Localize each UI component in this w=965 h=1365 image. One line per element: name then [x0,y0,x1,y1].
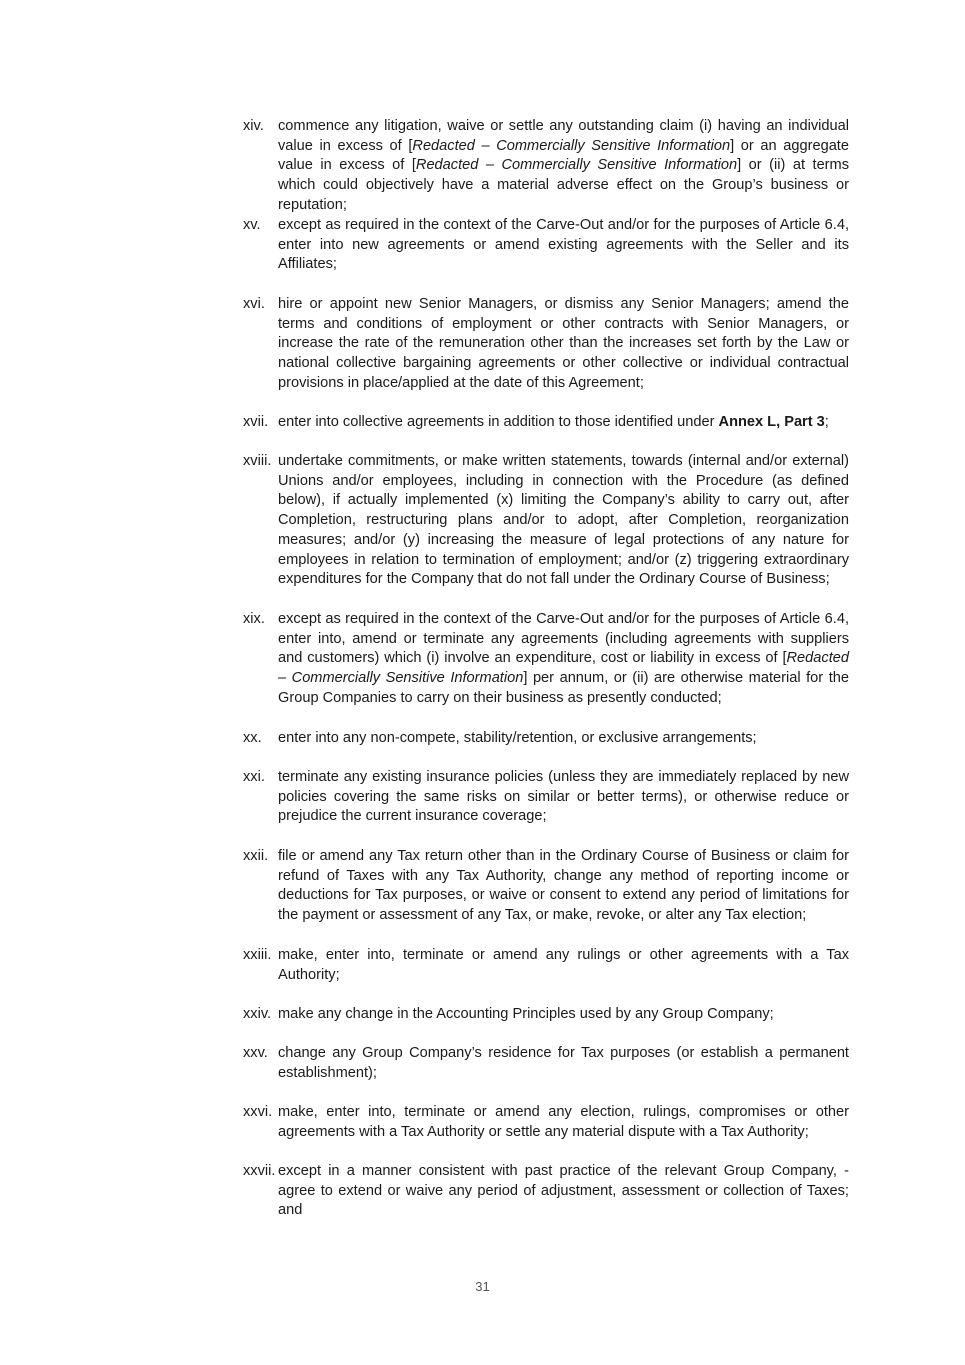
item-number: xxii. [243,848,269,864]
item-text [278,117,849,216]
list-item [243,452,849,590]
item-number: xiv. [243,118,264,134]
list-item [243,216,849,275]
item-text [278,1044,849,1083]
text-run: make, enter into, terminate or amend any election, rulings, compromises or other agreements with a Tax Authority or settle any material dispute with a Tax Authority; [278,1104,849,1140]
item-text [278,216,849,275]
item-number: xxv. [243,1045,268,1061]
item-text [278,729,849,749]
list-item [243,1005,849,1025]
text-run: change any Group Company’s residence for Tax purposes (or establish a permanent establishment); [278,1045,849,1081]
item-number: xvi. [243,296,265,312]
text-run: ] per annum, or (ii) are otherwise material for the Group Companies to carry on their business as presently conducted; [278,670,849,706]
text-run: terminate any existing insurance policies (unless they are immediately replaced by new policies covering the same risks on similar or better terms), or otherwise reduce or prejudice the current insurance coverage; [278,769,849,825]
item-text [278,452,849,590]
text-run: except in a manner consistent with past practice of the relevant Group Company, - agree to extend or waive any period of adjustment, assessment or collection of Taxes; and [278,1163,849,1219]
item-text [278,768,849,827]
item-number: xx. [243,730,262,746]
item-number: xxi. [243,769,265,785]
item-number: xix. [243,611,265,627]
item-text [278,946,849,985]
list-item [243,768,849,827]
italic-text: Redacted – Commercially Sensitive Information [412,137,731,154]
text-run: ] or (ii) at terms which could objectively have a material adverse effect on the Group’s business or reputation; [278,157,849,213]
item-number: xxvii. [243,1163,276,1179]
item-number: xxiv. [243,1006,272,1022]
list-item [243,295,849,394]
text-run: file or amend any Tax return other than in the Ordinary Course of Business or claim for refund of Taxes with any Tax Authority, change any method of reporting income or deductions for Tax purposes, or waive or consent to extend any period of limitations for the payment or assessment of any Tax, or make, revoke, or alter any Tax election; [278,848,849,924]
text-run: make, enter into, terminate or amend any rulings or other agreements with a Tax Authority; [278,947,849,983]
text-run: commence any litigation, waive or settle any outstanding claim (i) having an individual value in excess of [ [278,118,849,154]
item-text [278,1103,849,1142]
list-item [243,1162,849,1221]
item-text [278,1162,849,1221]
list-item [243,610,849,709]
item-number: xv. [243,217,261,233]
item-number: xxvi. [243,1104,273,1120]
italic-text: Redacted – Commercially Sensitive Information [415,157,738,174]
item-text [278,413,849,433]
list-item [243,729,849,749]
list-item [243,847,849,926]
text-run: except as required in the context of the Carve-Out and/or for the purposes of Article 6.4, enter into new agreements or amend existing agreements with the Seller and its Affiliates; [278,217,849,273]
text-run: make any change in the Accounting Principles used by any Group Company; [278,1006,774,1022]
item-number: xvii. [243,414,269,430]
text-run: ] or an aggregate value in excess of [ [278,137,849,174]
item-number: xviii. [243,453,272,469]
bold-text: Annex L, Part 3 [718,414,825,430]
text-run: ; [824,414,829,430]
list-item [243,946,849,985]
item-text [278,295,849,394]
text-run: except as required in the context of the Carve-Out and/or for the purposes of Article 6.4, enter into, amend or terminate any agreements (including agreements with suppliers and customers) which (i) involve an expenditure, cost or liability in excess of [ [278,611,849,667]
list-item [243,1044,849,1083]
text-run: enter into collective agreements in addition to those identified under [278,414,719,430]
text-run: undertake commitments, or make written statements, towards (internal and/or external) Unions and/or employees, including in connection with the Procedure (as defined below), if actually implemented (x) limiting the Company’s ability to carry out, after Completion, restructuring plans and/or to adopt, after Completion, reorganization measures; and/or (y) increasing the measure of legal protections of any nature for employees in relation to termination of employment; and/or (z) triggering extraordinary expenditures for the Company that do not fall under the Ordinary Course of Business; [278,453,849,588]
italic-text: Redacted – Commercially Sensitive Information [278,650,849,687]
item-text [278,1005,849,1025]
text-run: hire or appoint new Senior Managers, or dismiss any Senior Managers; amend the terms and conditions of employment or other contracts with Senior Managers, or increase the rate of the remuneration other than the increases set forth by the Law or national collective bargaining agreements or other collective or individual contractual provisions in place/applied at the date of this Agreement; [278,296,849,391]
page-number: 31 [475,1279,490,1294]
list-item [243,117,849,216]
list-item [243,1103,849,1142]
item-text [278,847,849,926]
text-run: enter into any non-compete, stability/retention, or exclusive arrangements; [278,730,757,746]
item-text [278,610,849,709]
list-item [243,413,849,433]
item-number: xxiii. [243,947,272,963]
